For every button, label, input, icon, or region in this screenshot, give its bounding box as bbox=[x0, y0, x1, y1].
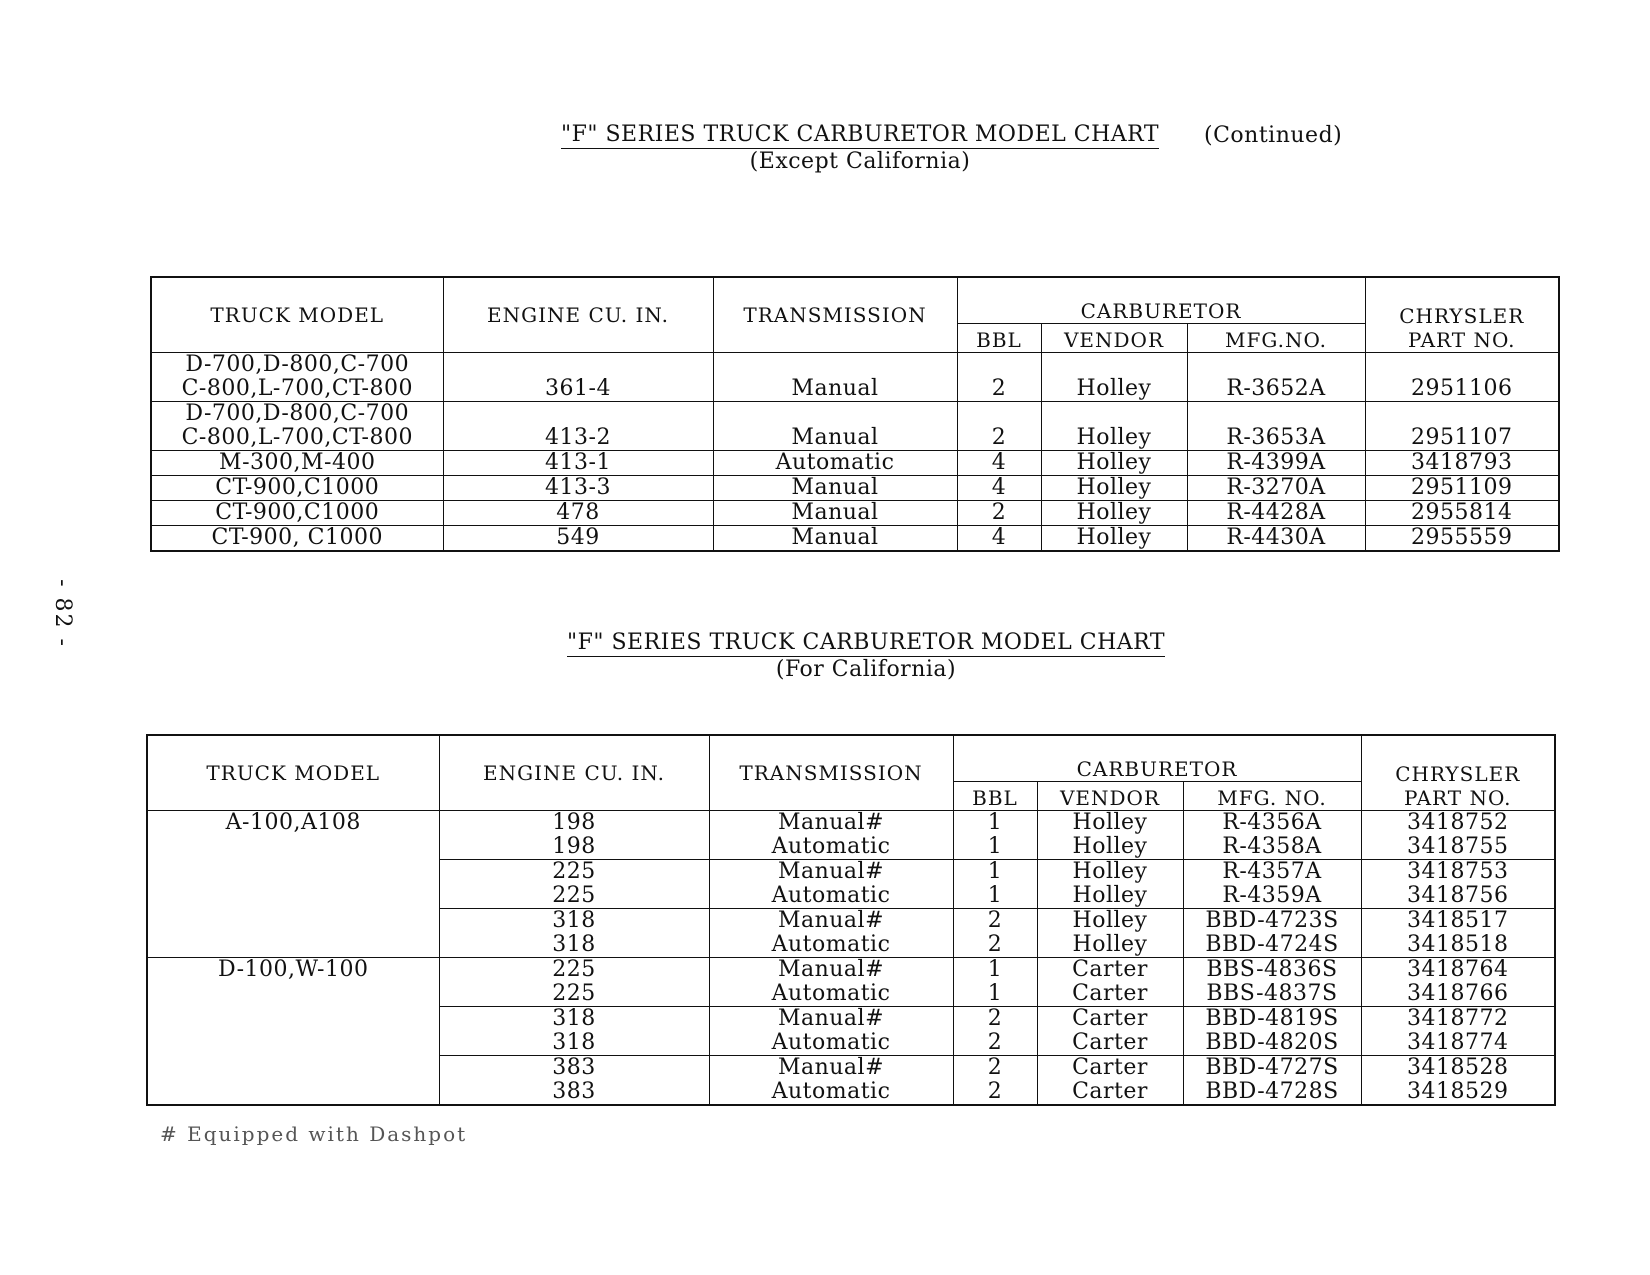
truck-model-line: D-700,D-800,C-700 bbox=[185, 352, 410, 377]
header-chrysler: CHRYSLER bbox=[1399, 304, 1525, 328]
bbl-cell: 1 bbox=[953, 811, 1037, 836]
vendor-cell: Carter bbox=[1037, 982, 1183, 1007]
transmission-cell: Manual# bbox=[709, 958, 953, 983]
vendor-cell: Holley bbox=[1037, 933, 1183, 958]
engine-cell: 478 bbox=[443, 501, 713, 526]
vendor-cell: Holley bbox=[1037, 860, 1183, 885]
transmission-cell: Automatic bbox=[709, 835, 953, 860]
transmission-cell: Automatic bbox=[709, 1031, 953, 1056]
transmission-cell: Automatic bbox=[709, 884, 953, 909]
engine-cell: 413-3 bbox=[443, 476, 713, 501]
part-no-cell: 3418529 bbox=[1361, 1080, 1555, 1105]
header-part-no: PART NO. bbox=[1407, 328, 1516, 352]
bbl-cell: 2 bbox=[953, 1056, 1037, 1081]
engine-cell: 361-4 bbox=[443, 353, 713, 402]
header-bbl: BBL bbox=[953, 781, 1037, 810]
bbl-cell: 4 bbox=[957, 526, 1041, 552]
vendor-cell: Holley bbox=[1037, 835, 1183, 860]
header-truck-model: TRUCK MODEL bbox=[147, 735, 439, 811]
transmission-cell: Manual# bbox=[709, 811, 953, 836]
part-no-cell: 3418774 bbox=[1361, 1031, 1555, 1056]
part-no-cell: 3418755 bbox=[1361, 835, 1555, 860]
transmission-cell: Manual bbox=[713, 476, 957, 501]
header-mfg-no: MFG.NO. bbox=[1187, 323, 1365, 352]
chart1-subtitle: (Except California) bbox=[749, 149, 971, 174]
header-truck-model: TRUCK MODEL bbox=[151, 277, 443, 353]
part-no-cell: 3418528 bbox=[1361, 1056, 1555, 1081]
truck-model-cell: M-300,M-400 bbox=[151, 451, 443, 476]
bbl-cell: 1 bbox=[953, 884, 1037, 909]
bbl-cell: 2 bbox=[953, 933, 1037, 958]
bbl-cell: 2 bbox=[953, 1080, 1037, 1105]
mfg-no-cell: R-4357A bbox=[1183, 860, 1361, 885]
vendor-cell: Carter bbox=[1037, 958, 1183, 983]
bbl-cell: 4 bbox=[957, 451, 1041, 476]
page-number-text: - 82 - bbox=[49, 578, 75, 648]
truck-model-cell: CT-900, C1000 bbox=[151, 526, 443, 552]
header-engine: ENGINE CU. IN. bbox=[439, 735, 709, 811]
transmission-cell: Manual bbox=[713, 501, 957, 526]
mfg-no-cell: R-4430A bbox=[1187, 526, 1365, 552]
vendor-cell: Holley bbox=[1041, 501, 1187, 526]
mfg-no-cell: R-3652A bbox=[1187, 353, 1365, 402]
truck-model-line: D-700,D-800,C-700 bbox=[185, 401, 410, 426]
transmission-cell: Manual# bbox=[709, 909, 953, 934]
vendor-cell: Holley bbox=[1041, 451, 1187, 476]
part-no-cell: 2951106 bbox=[1365, 353, 1559, 402]
mfg-no-cell: BBD-4724S bbox=[1183, 933, 1361, 958]
vendor-cell: Holley bbox=[1041, 402, 1187, 451]
engine-cell: 413-2 bbox=[443, 402, 713, 451]
bbl-cell: 1 bbox=[953, 982, 1037, 1007]
table-row bbox=[147, 811, 1555, 836]
header-mfg-no: MFG. NO. bbox=[1183, 781, 1361, 810]
table-row bbox=[151, 451, 1559, 476]
part-no-cell: 3418753 bbox=[1361, 860, 1555, 885]
truck-model-cell: CT-900,C1000 bbox=[151, 501, 443, 526]
mfg-no-cell: R-4358A bbox=[1183, 835, 1361, 860]
header-vendor: VENDOR bbox=[1041, 323, 1187, 352]
chart2-subtitle: (For California) bbox=[775, 657, 957, 682]
header-vendor: VENDOR bbox=[1037, 781, 1183, 810]
table-row bbox=[151, 476, 1559, 501]
truck-model-line: C-800,L-700,CT-800 bbox=[181, 376, 413, 401]
part-no-cell: 3418793 bbox=[1365, 451, 1559, 476]
engine-cell: 318 bbox=[439, 933, 709, 958]
transmission-cell: Manual# bbox=[709, 1007, 953, 1032]
bbl-cell: 4 bbox=[957, 476, 1041, 501]
transmission-cell: Automatic bbox=[709, 982, 953, 1007]
mfg-no-cell: BBD-4819S bbox=[1183, 1007, 1361, 1032]
table-row bbox=[151, 353, 1559, 402]
vendor-cell: Holley bbox=[1037, 884, 1183, 909]
truck-model-cell: D-100,W-100 bbox=[147, 958, 439, 1106]
engine-cell: 413-1 bbox=[443, 451, 713, 476]
engine-cell: 198 bbox=[439, 811, 709, 836]
engine-cell: 318 bbox=[439, 1031, 709, 1056]
part-no-cell: 3418764 bbox=[1361, 958, 1555, 983]
bbl-cell: 2 bbox=[953, 1031, 1037, 1056]
bbl-cell: 2 bbox=[957, 501, 1041, 526]
vendor-cell: Holley bbox=[1041, 526, 1187, 552]
truck-model-line: C-800,L-700,CT-800 bbox=[181, 425, 413, 450]
engine-cell: 225 bbox=[439, 982, 709, 1007]
mfg-no-cell: R-4399A bbox=[1187, 451, 1365, 476]
chart1-continued: (Continued) bbox=[1204, 123, 1343, 148]
vendor-cell: Holley bbox=[1041, 353, 1187, 402]
chart2-body bbox=[147, 811, 1555, 1106]
header-transmission: TRANSMISSION bbox=[709, 735, 953, 811]
vendor-cell: Carter bbox=[1037, 1056, 1183, 1081]
header-chrysler-part bbox=[1361, 735, 1555, 811]
mfg-no-cell: BBD-4728S bbox=[1183, 1080, 1361, 1105]
part-no-cell: 2955814 bbox=[1365, 501, 1559, 526]
engine-cell: 383 bbox=[439, 1080, 709, 1105]
engine-cell: 225 bbox=[439, 884, 709, 909]
chart1-title-block bbox=[540, 122, 1180, 175]
chart2-title: "F" SERIES TRUCK CARBURETOR MODEL CHART bbox=[566, 630, 1166, 655]
transmission-cell: Automatic bbox=[713, 451, 957, 476]
header-part-no: PART NO. bbox=[1403, 786, 1512, 810]
mfg-no-cell: R-4428A bbox=[1187, 501, 1365, 526]
mfg-no-cell: R-4356A bbox=[1183, 811, 1361, 836]
part-no-cell: 2951107 bbox=[1365, 402, 1559, 451]
table-row bbox=[151, 501, 1559, 526]
engine-cell: 225 bbox=[439, 860, 709, 885]
header-engine: ENGINE CU. IN. bbox=[443, 277, 713, 353]
transmission-cell: Automatic bbox=[709, 933, 953, 958]
vendor-cell: Holley bbox=[1037, 811, 1183, 836]
truck-model-cell: CT-900,C1000 bbox=[151, 476, 443, 501]
transmission-cell: Manual# bbox=[709, 1056, 953, 1081]
part-no-cell: 2951109 bbox=[1365, 476, 1559, 501]
transmission-cell: Manual bbox=[713, 402, 957, 451]
vendor-cell: Carter bbox=[1037, 1031, 1183, 1056]
transmission-cell: Automatic bbox=[709, 1080, 953, 1105]
chart1-table bbox=[150, 276, 1560, 552]
chart2-title-block bbox=[566, 630, 1166, 683]
truck-model-cell bbox=[151, 402, 443, 451]
vendor-cell: Carter bbox=[1037, 1007, 1183, 1032]
part-no-cell: 3418517 bbox=[1361, 909, 1555, 934]
chart1-title: "F" SERIES TRUCK CARBURETOR MODEL CHART bbox=[560, 122, 1160, 147]
part-no-cell: 3418756 bbox=[1361, 884, 1555, 909]
transmission-cell: Manual# bbox=[709, 860, 953, 885]
bbl-cell: 2 bbox=[957, 402, 1041, 451]
bbl-cell: 1 bbox=[953, 860, 1037, 885]
vendor-cell: Holley bbox=[1037, 909, 1183, 934]
bbl-cell: 2 bbox=[953, 909, 1037, 934]
part-no-cell: 2955559 bbox=[1365, 526, 1559, 552]
footnote: # Equipped with Dashpot bbox=[160, 1122, 468, 1146]
header-carburetor: CARBURETOR bbox=[953, 735, 1361, 781]
truck-model-cell bbox=[151, 353, 443, 402]
mfg-no-cell: BBS-4837S bbox=[1183, 982, 1361, 1007]
engine-cell: 318 bbox=[439, 1007, 709, 1032]
chart2-table bbox=[146, 734, 1556, 1106]
mfg-no-cell: R-4359A bbox=[1183, 884, 1361, 909]
bbl-cell: 1 bbox=[953, 958, 1037, 983]
mfg-no-cell: BBD-4820S bbox=[1183, 1031, 1361, 1056]
transmission-cell: Manual bbox=[713, 526, 957, 552]
header-chrysler-part bbox=[1365, 277, 1559, 353]
header-chrysler: CHRYSLER bbox=[1395, 762, 1521, 786]
engine-cell: 198 bbox=[439, 835, 709, 860]
page-number bbox=[40, 568, 84, 658]
header-transmission: TRANSMISSION bbox=[713, 277, 957, 353]
header-carburetor: CARBURETOR bbox=[957, 277, 1365, 323]
bbl-cell: 2 bbox=[953, 1007, 1037, 1032]
table-row bbox=[147, 958, 1555, 983]
vendor-cell: Carter bbox=[1037, 1080, 1183, 1105]
part-no-cell: 3418772 bbox=[1361, 1007, 1555, 1032]
engine-cell: 225 bbox=[439, 958, 709, 983]
mfg-no-cell: BBD-4727S bbox=[1183, 1056, 1361, 1081]
mfg-no-cell: R-3653A bbox=[1187, 402, 1365, 451]
engine-cell: 549 bbox=[443, 526, 713, 552]
bbl-cell: 1 bbox=[953, 835, 1037, 860]
mfg-no-cell: BBS-4836S bbox=[1183, 958, 1361, 983]
vendor-cell: Holley bbox=[1041, 476, 1187, 501]
transmission-cell: Manual bbox=[713, 353, 957, 402]
header-bbl: BBL bbox=[957, 323, 1041, 352]
truck-model-cell: A-100,A108 bbox=[147, 811, 439, 958]
table-row bbox=[151, 526, 1559, 552]
part-no-cell: 3418766 bbox=[1361, 982, 1555, 1007]
bbl-cell: 2 bbox=[957, 353, 1041, 402]
engine-cell: 318 bbox=[439, 909, 709, 934]
mfg-no-cell: R-3270A bbox=[1187, 476, 1365, 501]
part-no-cell: 3418752 bbox=[1361, 811, 1555, 836]
engine-cell: 383 bbox=[439, 1056, 709, 1081]
mfg-no-cell: BBD-4723S bbox=[1183, 909, 1361, 934]
table-row bbox=[151, 402, 1559, 451]
part-no-cell: 3418518 bbox=[1361, 933, 1555, 958]
